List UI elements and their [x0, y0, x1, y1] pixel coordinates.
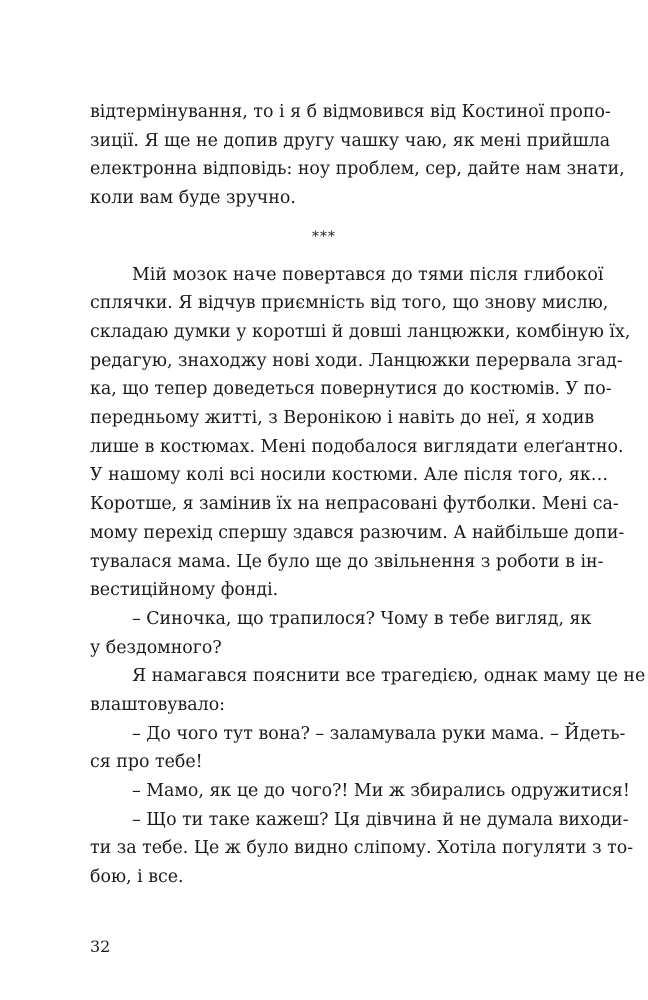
text-line: складаю думки у коротші й довші ланцюжки, комбіную їх,	[90, 322, 631, 342]
text-line: коли вам буде зручно.	[90, 188, 296, 208]
text-line: лише в костюмах. Мені подобалося виглядати елеґантно.	[90, 437, 624, 457]
text-line: тувалася мама. Це було ще до звільнення з роботи в ін-	[90, 552, 604, 572]
text-line: Коротше, я замінив їх на непрасовані футболки. Мені са-	[90, 494, 619, 514]
text-line: сплячки. Я відчув приємність від того, що знову мислю,	[90, 293, 609, 313]
text-line: бою, і все.	[90, 867, 184, 887]
text-line: вестиційному фонді.	[90, 580, 279, 600]
text-line: У нашому колі всі носили костюми. Але після того, як…	[90, 465, 609, 485]
text-line: ти за тебе. Це ж було видно сліпому. Хотіла погуляти з то-	[90, 838, 634, 858]
text-line: влаштовувало:	[90, 695, 226, 715]
text-line: – До чого тут вона? – заламувала руки мама. – Йдеть-	[132, 724, 626, 744]
text-line: передньому житті, з Веронікою і навіть до неї, я ходив	[90, 408, 595, 428]
section-separator: ***	[312, 229, 336, 245]
text-line: у бездомного?	[90, 638, 222, 658]
text-line: Мій мозок наче повертався до тями після глибокої	[132, 265, 604, 285]
text-line: мому перехід спершу здався разючим. А найбільше допи-	[90, 523, 625, 543]
text-line: – Синочка, що трапилося? Чому в тебе вигляд, як	[132, 609, 592, 629]
text-line: відтермінування, то і я б відмовився від Костиної пропо-	[90, 102, 611, 122]
text-line: ся про тебе!	[90, 752, 203, 772]
page-number: 32	[90, 937, 111, 956]
text-line: ка, що тепер доведеться повернутися до костюмів. У по-	[90, 379, 612, 399]
text-line: електронна відповідь: ноу проблем, сер, дайте нам знати,	[90, 159, 625, 179]
text-line: Я намагався пояснити все трагедією, однак маму це не	[132, 666, 646, 686]
text-line: – Що ти таке кажеш? Ця дівчина й не думала виходи-	[132, 810, 629, 830]
text-line: – Мамо, як це до чого?! Ми ж збирались одружитися!	[132, 781, 630, 801]
text-line: редагую, знаходжу нові ходи. Ланцюжки перервала згад-	[90, 351, 623, 371]
text-line: зиції. Я ще не допив другу чашку чаю, як мені прийшла	[90, 131, 611, 151]
